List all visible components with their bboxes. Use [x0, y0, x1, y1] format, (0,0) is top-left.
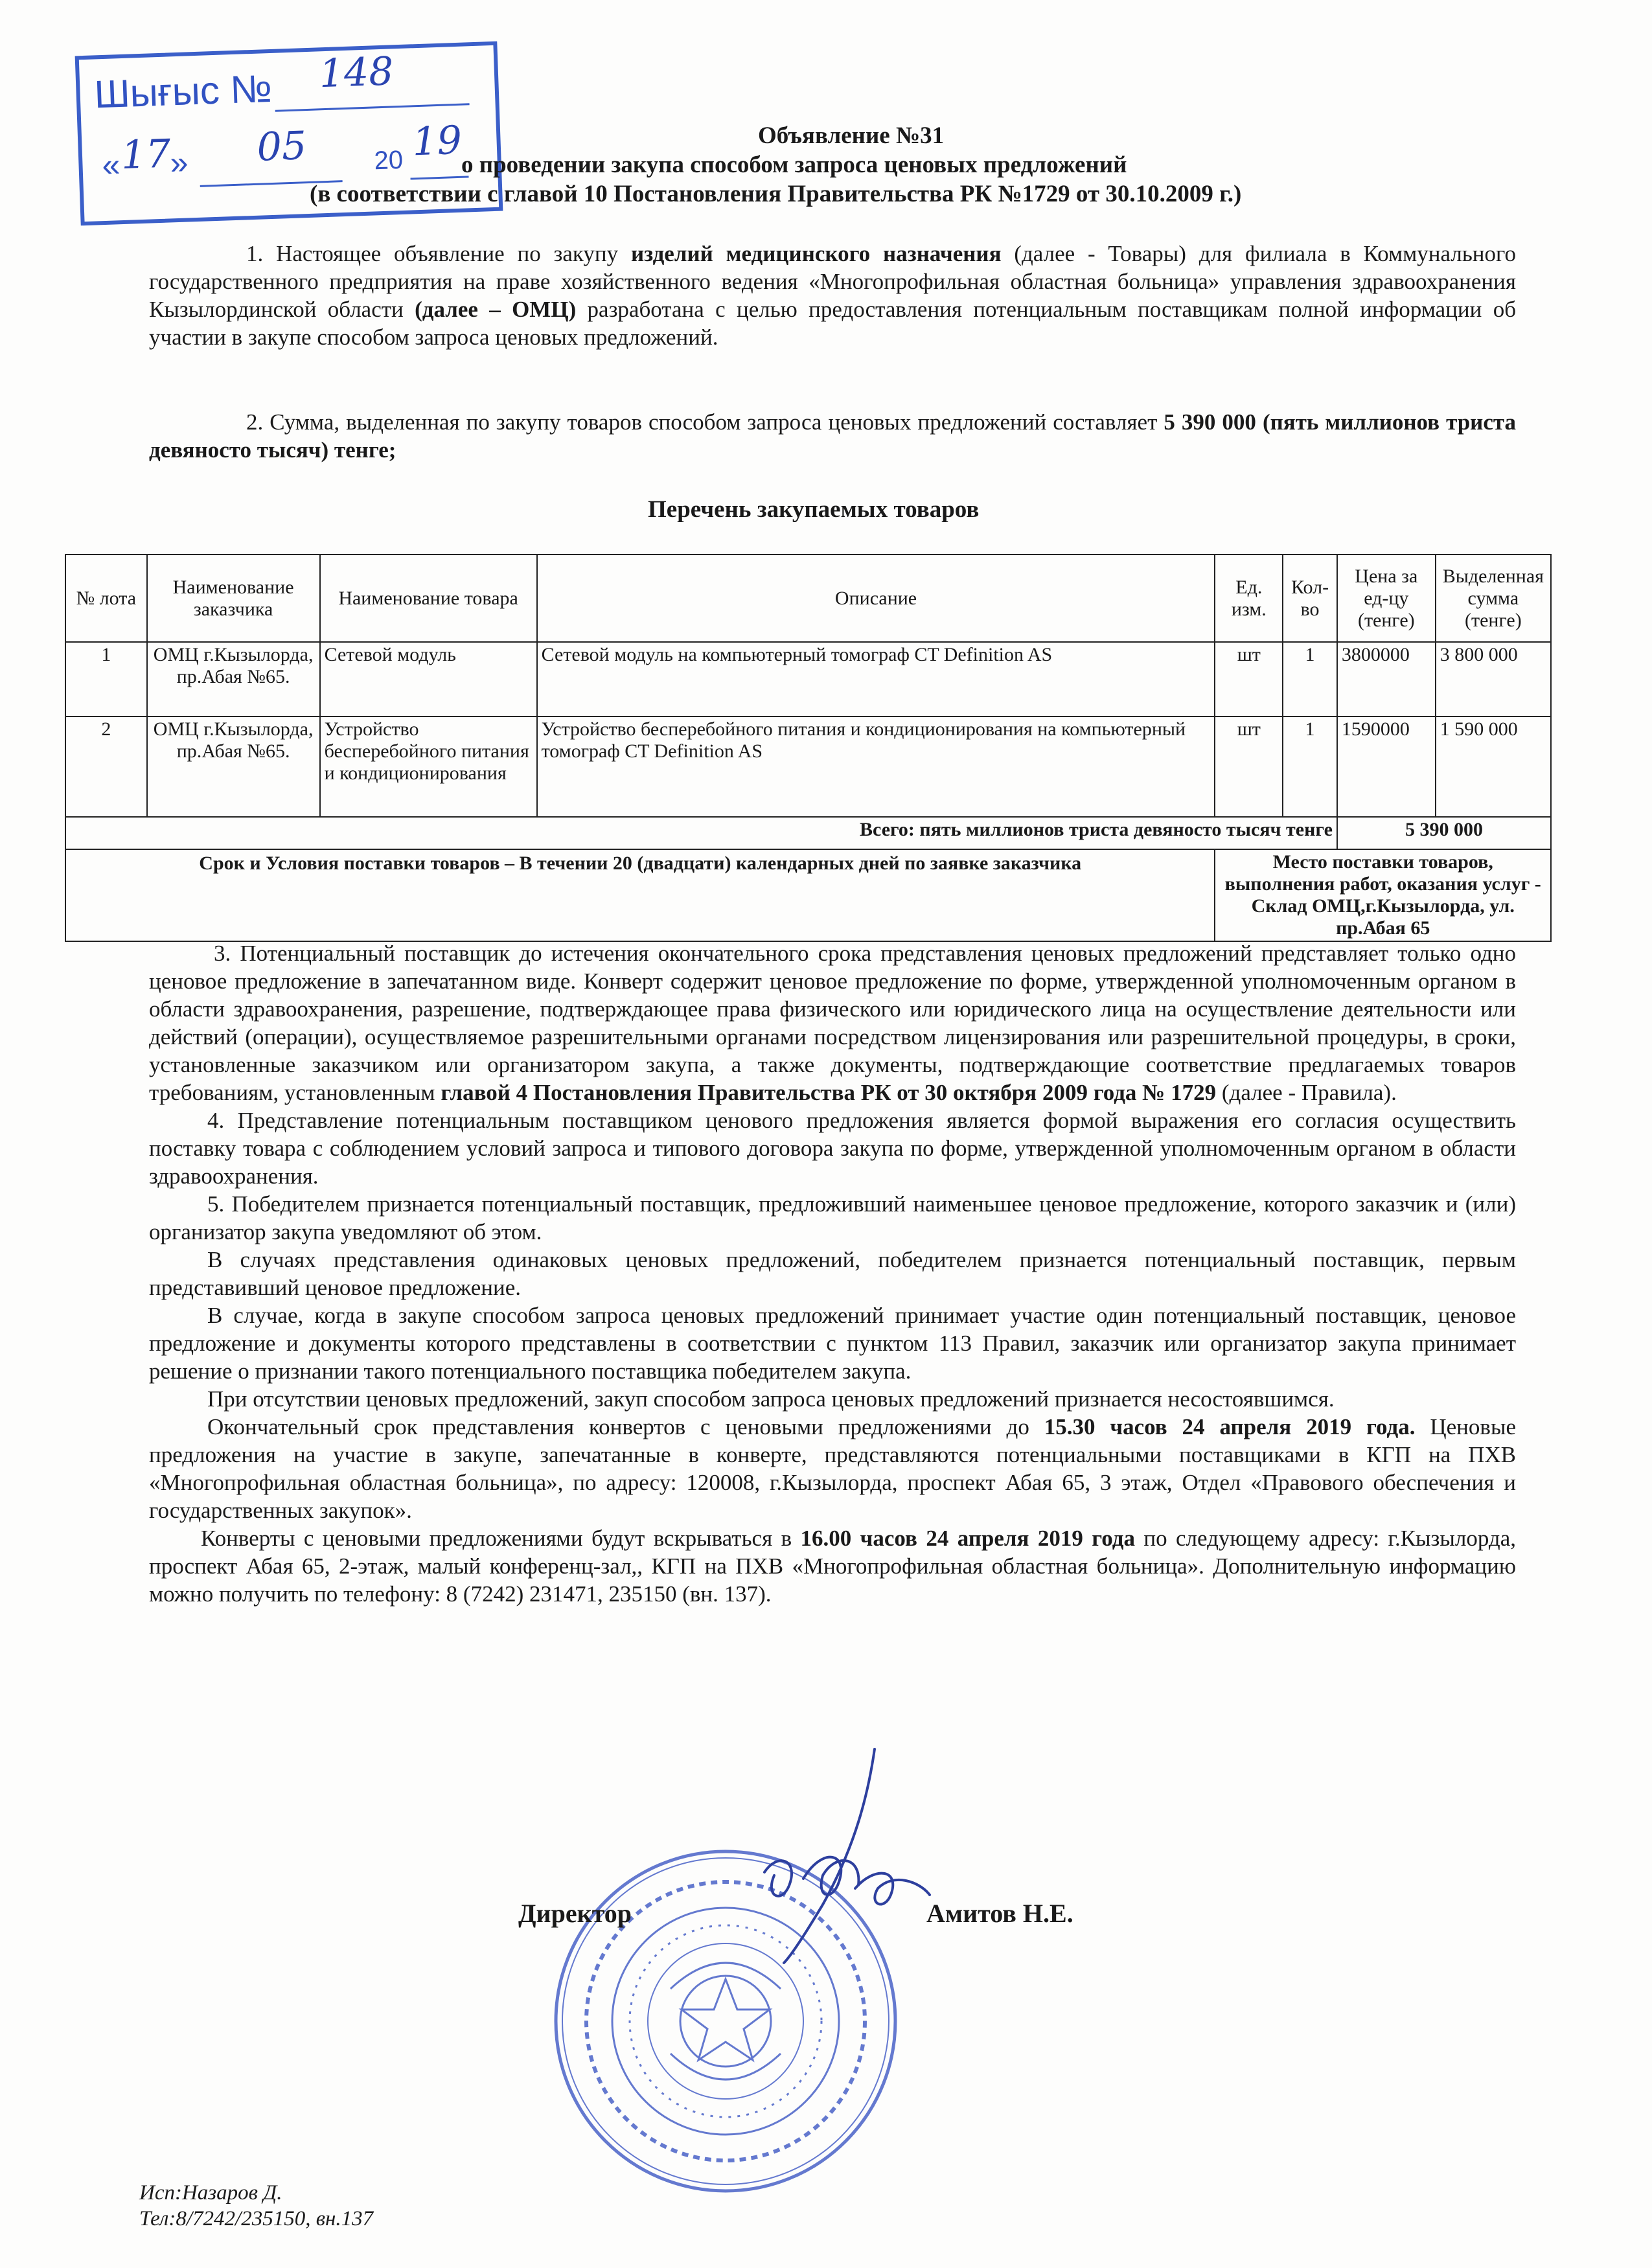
total-row: [65, 817, 1551, 849]
header-cell: Цена за ед-цу (тенге): [1337, 555, 1436, 642]
stamp-quote-close: »: [169, 144, 189, 181]
paragraph-10: Конверты с ценовыми предложениями будут вскрываться в 16.00 часов 24 апреля 2019 года по следующему адресу: г.Кызылорда, проспект Абая 65, 2-этаж, малый конференц-зал,, КГП на ПХВ «Многопрофильная областная больница». Дополнительную информацию можно получить по телефону: 8 (7242) 231471, 235150 (вн. 137).: [149, 1526, 1516, 1607]
signer-name: Амитов Н.Е.: [926, 1899, 1073, 1928]
stamp-line: [275, 103, 470, 111]
header-cell: Описание: [537, 555, 1215, 642]
header-cell: Ед. изм.: [1215, 555, 1283, 642]
header-cell: Кол-во: [1283, 555, 1337, 642]
announcement-subtitle: о проведении закупа способом запроса ценовых предложений: [461, 152, 1127, 178]
signer-role: Директор: [518, 1899, 632, 1928]
quantity-cell: 1: [1283, 642, 1337, 716]
stamp-number: 148: [318, 49, 395, 97]
body-text: [149, 939, 1516, 1608]
paragraph-6: В случаях представления одинаковых ценовых предложений, победителем признается потенциальный поставщик, первым представивший ценовое предложение.: [149, 1247, 1516, 1300]
stamp-quote-open: «: [101, 146, 121, 184]
stamp-year-prefix: 20: [373, 145, 404, 176]
lot-number: 1: [65, 642, 147, 716]
customer-cell: ОМЦ г.Кызылорда, пр.Абая №65.: [147, 642, 320, 716]
unit-cell: шт: [1215, 642, 1283, 716]
announcement-basis: (в соответствии с главой 10 Постановления Правительства РК №1729 от 30.10.2009 г.): [310, 181, 1242, 207]
header-cell: Наименование заказчика: [147, 555, 320, 642]
paragraph-9: Окончательный срок представления конвертов с ценовыми предложениями до 15.30 часов 24 апреля 2019 года. Ценовые предложения на участие в закупе, запечатанные в конверте, представляются потенциальными поставщиками в КГП на ПХВ «Многопрофильная областная больница», по адресу: 120008, г.Кызылорда, проспект Абая 65, 3 этаж, Отдел «Правового обеспечения и государственных закупок».: [149, 1414, 1516, 1523]
total-label: Всего: пять миллионов триста девяносто тысяч тенге: [65, 817, 1337, 849]
header-cell: Выделенная сумма (тенге): [1436, 555, 1551, 642]
stamp-year-suffix: 19: [411, 117, 463, 165]
delivery-row: [65, 849, 1551, 941]
handwritten-signature: [726, 1743, 946, 1989]
paragraph-4: 4. Представление потенциальным поставщиком ценового предложения является формой выражения его согласия осуществить поставку товара с соблюдением условий запроса и типового договора закупа по форме, утвержденной уполномоченным органом в области здравоохранения.: [149, 1108, 1516, 1189]
amount-cell: 1 590 000: [1436, 716, 1551, 817]
executor: Исп:Назаров Д.: [139, 2181, 282, 2205]
description-cell: Устройство бесперебойного питания и кондиционирования на компьютерный томограф CT Definition AS: [537, 716, 1215, 817]
unit-price-cell: 3800000: [1337, 642, 1436, 716]
paragraph-8: При отсутствии ценовых предложений, закуп способом запроса ценовых предложений признается несостоявшимся.: [207, 1386, 1335, 1412]
unit-price-cell: 1590000: [1337, 716, 1436, 817]
customer-cell: ОМЦ г.Кызылорда, пр.Абая №65.: [147, 716, 320, 817]
paragraph-1: 1. Настоящее объявление по закупу изделий медицинского назначения (далее - Товары) для филиала в Коммунального государственного предприятия на праве хозяйственного ведения «Многопрофильная областная больница» управления здравоохранения Кызылординской области (далее – ОМЦ) разработана с целью предоставления потенциальным поставщикам полной информации об участии в закупе способом запроса ценовых предложений.: [149, 241, 1517, 350]
paragraph-5: 5. Победителем признается потенциальный поставщик, предложивший наименьшее ценовое предложение, которого заказчик и (или) организатор закупа уведомляют об этом.: [149, 1191, 1516, 1244]
paragraph-3: 3. Потенциальный поставщик до истечения окончательного срока представления ценовых предложений представляет только одно ценовое предложение в запечатанном виде. Конверт содержит ценовое предложение по форме, утвержденной уполномоченным органом в области здравоохранения, разрешение, подтверждающее права физического или юридического лица на осуществление деятельности или действий (операции), осуществляемое разрешительными органами посредством лицензирования или разрешительной процедуры, в сроки, установленные заказчиком или организатором закупа, а также документы, подтверждающие соответствие предлагаемых товаров требованиям, установленным главой 4 Постановления Правительства РК от 30 октября 2009 года № 1729 (далее - Правила).: [149, 941, 1516, 1105]
delivery-place: Место поставки товаров, выполнения работ, оказания услуг - Склад ОМЦ,г.Кызылорда, ул. пр.Абая 65: [1215, 849, 1551, 941]
executor-phone: Тел:8/7242/235150, вн.137: [139, 2207, 374, 2230]
delivery-terms: Срок и Условия поставки товаров – В течении 20 (двадцати) календарных дней по заявке заказчика: [65, 849, 1215, 941]
lot-number: 2: [65, 716, 147, 817]
description-cell: Сетевой модуль на компьютерный томограф CT Definition AS: [537, 642, 1215, 716]
announcement-title: Объявление №31: [758, 122, 945, 149]
goods-table: [65, 554, 1552, 942]
unit-cell: шт: [1215, 716, 1283, 817]
paragraph-7: В случае, когда в закупе способом запроса ценовых предложений принимает участие один потенциальный поставщик, ценовое предложение и документы которого представлены в соответствии с пунктом 113 Правил, заказчик или организатор закупа принимает решение о признании такого потенциального поставщика победителем закупа.: [149, 1303, 1516, 1384]
paragraph-2: 2. Сумма, выделенная по закупу товаров способом запроса ценовых предложений составляет 5 390 000 (пять миллионов триста девяносто тысяч) тенге;: [149, 409, 1516, 463]
product-name-cell: Устройство бесперебойного питания и кондиционирования: [320, 716, 537, 817]
table-row: [65, 642, 1551, 716]
quantity-cell: 1: [1283, 716, 1337, 817]
product-name-cell: Сетевой модуль: [320, 642, 537, 716]
stamp-label: Шығыс №: [93, 66, 273, 117]
stamp-month: 05: [256, 123, 308, 170]
stamp-line: [411, 176, 469, 179]
total-value: 5 390 000: [1337, 817, 1551, 849]
header-cell: № лота: [65, 555, 147, 642]
table-title: Перечень закупаемых товаров: [648, 496, 980, 523]
table-header-row: [65, 555, 1551, 642]
table-row: [65, 716, 1551, 817]
header-cell: Наименование товара: [320, 555, 537, 642]
stamp-day: 17: [120, 131, 172, 179]
amount-cell: 3 800 000: [1436, 642, 1551, 716]
